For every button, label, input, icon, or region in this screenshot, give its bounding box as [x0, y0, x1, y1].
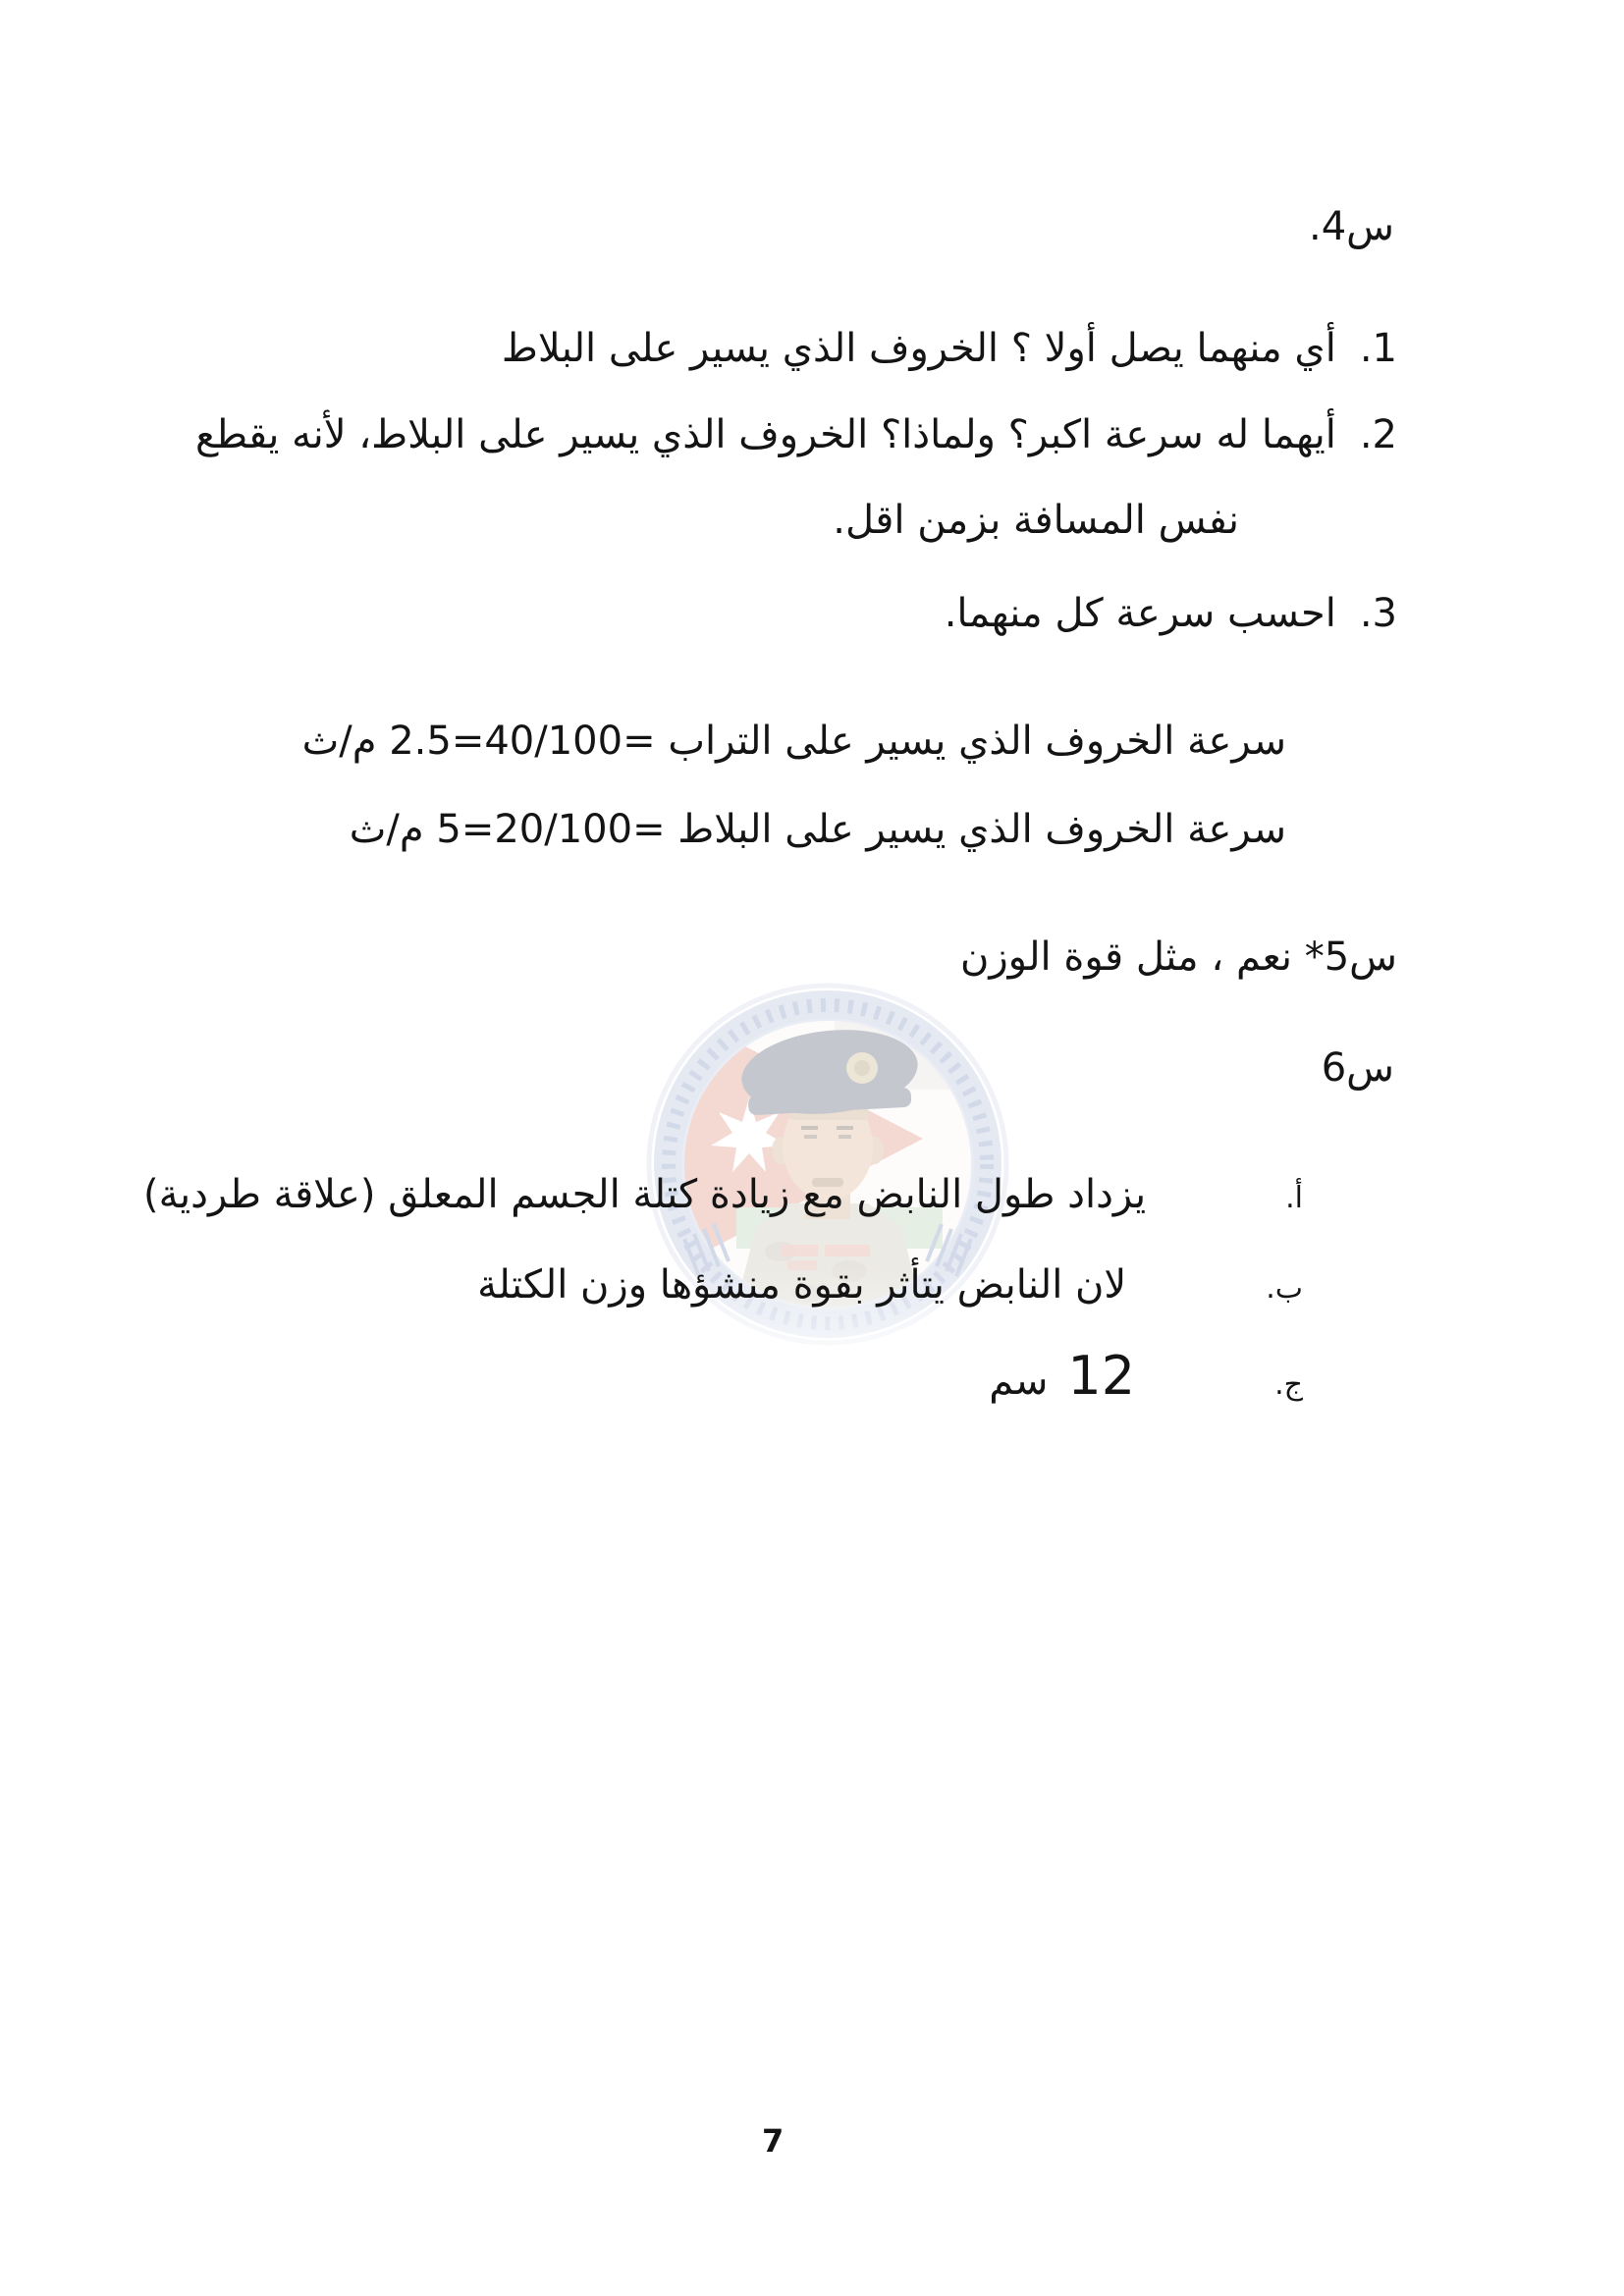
sub-item-b-marker: ب. — [1266, 1271, 1303, 1306]
list-item-1-text: أي منهما يصل أولا ؟ الخروف الذي يسير على البلاط — [501, 326, 1336, 371]
sub-item-a-text: يزداد طول النابض مع زيادة كتلة الجسم المعلق (علاقة طردية) — [143, 1172, 1147, 1217]
flag-white-star — [711, 1097, 787, 1172]
sub-item-b — [477, 1260, 1303, 1309]
portrait-eyes — [804, 1135, 817, 1139]
question-6-label: س6 — [1321, 1045, 1394, 1091]
sub-item-a-marker: أ. — [1285, 1181, 1303, 1215]
question-5-answer: س5* نعم ، مثل قوة الوزن — [959, 934, 1397, 980]
portrait-eyebrows — [801, 1126, 818, 1130]
sub-item-c-unit: سم — [989, 1359, 1049, 1404]
list-item-1-number: 1. — [1359, 326, 1397, 371]
list-item-3-text: احسب سرعة كل منهما. — [944, 591, 1336, 636]
list-item-2 — [195, 410, 1397, 459]
portrait-ear-left — [772, 1137, 789, 1164]
portrait-beret — [737, 1022, 922, 1122]
sub-item-b-text: لان النابض يتأثر بقوة منشؤها وزن الكتلة — [477, 1262, 1127, 1308]
portrait-ear-right — [866, 1137, 884, 1164]
sub-item-a — [143, 1170, 1303, 1219]
flag-dark-band — [835, 1021, 982, 1090]
sub-item-c-value: 12 — [1067, 1345, 1136, 1407]
list-item-2-text: أيهما له سرعة اكبر؟ ولماذا؟ الخروف الذي يسير على البلاط، لأنه يقطع — [194, 412, 1336, 457]
sub-item-c — [989, 1343, 1303, 1410]
page-number: 7 — [762, 2122, 785, 2160]
emblem-bottom-banner — [778, 1308, 880, 1323]
speed-answer-dirt: سرعة الخروف الذي يسير على التراب =40/100=2.5 م/ث — [301, 719, 1286, 764]
flag-red-chevron — [677, 1011, 923, 1266]
uniform-ribbons — [781, 1245, 818, 1256]
list-item-3-number: 3. — [1359, 591, 1397, 636]
beret-badge — [846, 1052, 878, 1084]
speed-answer-tiles: سرعة الخروف الذي يسير على البلاط =20/100=5 م/ث — [349, 807, 1286, 852]
question-4-label: س4. — [1309, 204, 1394, 249]
list-item-2-number: 2. — [1359, 412, 1397, 457]
list-item-3 — [945, 589, 1397, 638]
list-item-1 — [502, 324, 1397, 373]
list-item-2-continuation: نفس المسافة بزمن اقل. — [833, 498, 1239, 543]
sub-item-c-marker: ج. — [1274, 1367, 1303, 1402]
